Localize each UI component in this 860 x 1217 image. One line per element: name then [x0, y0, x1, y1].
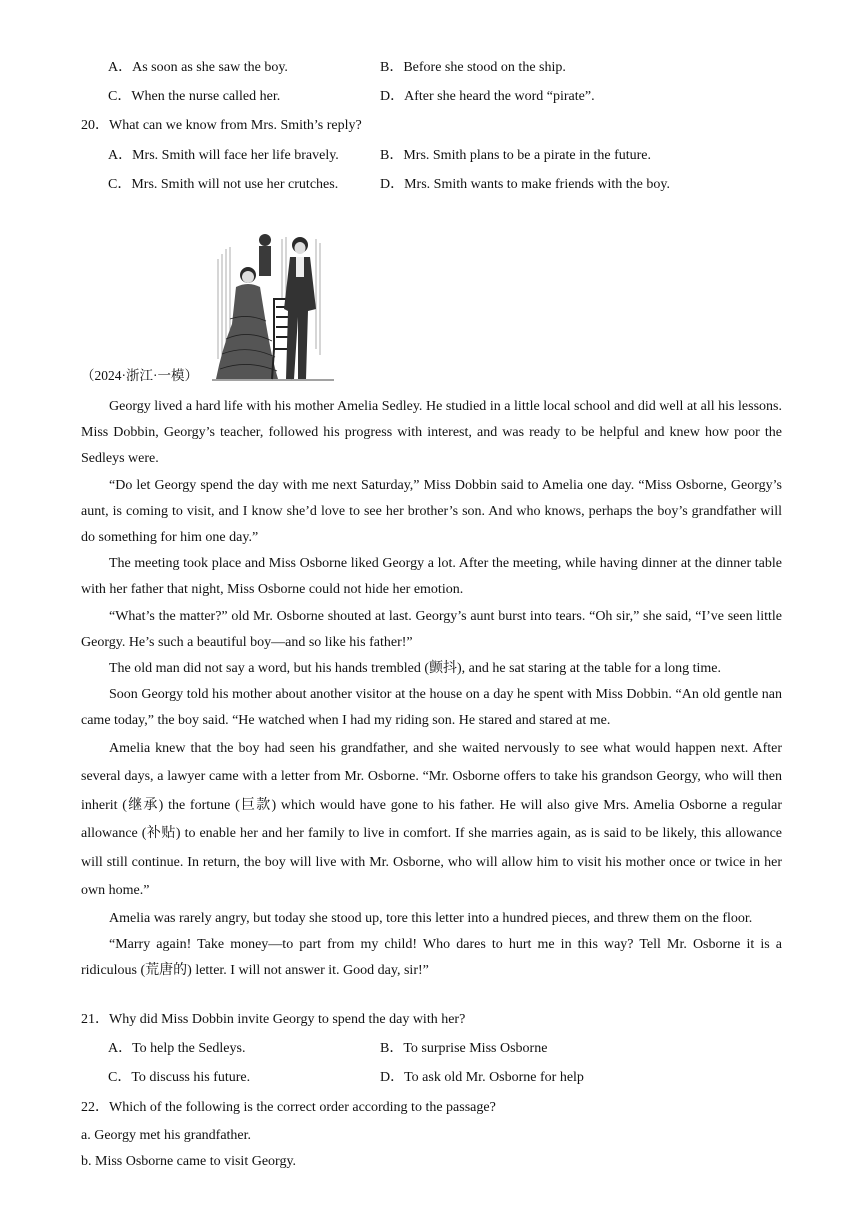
q20-option-a[interactable]: A．Mrs. Smith will face her life bravely.	[108, 148, 339, 163]
passage-paragraph: “Marry again! Take money—to part from my child! Who dares to hurt me in this way? Tell Mr. Osborne it is a ridiculous (荒唐的) letter. I will not answer it. Good day, sir!”	[81, 936, 782, 979]
q22-event-a: a. Georgy met his grandfather.	[81, 1128, 252, 1143]
passage-paragraph: Amelia was rarely angry, but today she stood up, tore this letter into a hundred pieces, and threw them on the floor.	[109, 910, 753, 926]
passage-paragraph: Soon Georgy told his mother about another visitor at the house on a day he spent with Miss Dobbin. “An old gentle nan came today,” the boy said. “He watched when I had my riding son. He stared and stared at me.	[81, 687, 782, 729]
q21-option-d[interactable]: D．To ask old Mr. Osborne for help	[380, 1070, 584, 1085]
passage-paragraph: “What’s the matter?” old Mr. Osborne shouted at last. Georgy’s aunt burst into tears. “Oh sir,” she said, “I’ve seen little Georgy. He’s such a beautiful boy—and so like his father!”	[81, 608, 782, 650]
q22-event-b: b. Miss Osborne came to visit Georgy.	[81, 1154, 297, 1169]
passage-paragraph: The old man did not say a word, but his hands trembled (颤抖), and he sat staring at the table for a long time.	[109, 661, 721, 677]
q19-option-b[interactable]: B．Before she stood on the ship.	[380, 60, 566, 75]
q21-options-row-1	[0, 1039, 860, 1059]
source-tag: （2024·浙江·一模）	[81, 368, 198, 383]
passage-paragraph: Amelia knew that the boy had seen his grandfather, and she waited nervously to see what would happen next. After several days, a lawyer came with a letter from Mr. Osborne. “Mr. Osborne offers to take his grandson Georgy, who will then inherit (继承) the fortune (巨款) which would have gone to his father. He will also give Mrs. Amelia Osborne a regular allowance (补贴) to enable her and her family to live in comfort. If she marries again, as is said to be likely, this allowance will still continue. In return, the boy will live with Mr. Osborne, who will allow him to visit his mother once or twice in her own home.”	[81, 740, 782, 899]
q19-options-row-2	[0, 87, 860, 107]
q20-question: 20．What can we know from Mrs. Smith’s reply?	[81, 118, 362, 133]
reading-passage	[81, 394, 782, 984]
q19-option-a[interactable]: A．As soon as she saw the boy.	[108, 60, 288, 75]
q20-option-c[interactable]: C．Mrs. Smith will not use her crutches.	[108, 177, 339, 192]
q21-option-a[interactable]: A．To help the Sedleys.	[108, 1041, 246, 1056]
q20-option-d[interactable]: D．Mrs. Smith wants to make friends with the boy.	[380, 177, 670, 192]
q22-question: 22．Which of the following is the correct order according to the passage?	[81, 1100, 496, 1115]
q19-option-d[interactable]: D．After she heard the word “pirate”.	[380, 89, 595, 104]
q20-options-row-1	[0, 146, 860, 166]
passage-paragraph: Georgy lived a hard life with his mother Amelia Sedley. He studied in a little local school and did well at all his lessons. Miss Dobbin, Georgy’s teacher, followed his progress with interest, and was ready to be helpful and knew how poor the Sedleys were.	[81, 399, 782, 467]
q20-option-b[interactable]: B．Mrs. Smith plans to be a pirate in the future.	[380, 148, 652, 163]
q21-options-row-2	[0, 1068, 860, 1088]
q21-option-b[interactable]: B．To surprise Miss Osborne	[380, 1041, 548, 1056]
passage-illustration	[212, 229, 334, 383]
q19-options-row-1	[0, 58, 860, 78]
passage-paragraph: “Do let Georgy spend the day with me next Saturday,” Miss Dobbin said to Amelia one day. “Miss Osborne, Georgy’s aunt, is coming to visit, and I know she’d love to see her brother’s son. And who knows, perhaps the boy’s grandfather will do something for him one day.”	[81, 477, 782, 546]
q20-options-row-2	[0, 175, 860, 195]
passage-paragraph: The meeting took place and Miss Osborne liked Georgy a lot. After the meeting, while having dinner at the dinner table with her father that night, Miss Osborne could not hide her emotion.	[81, 556, 782, 598]
q19-option-c[interactable]: C．When the nurse called her.	[108, 89, 281, 104]
q21-option-c[interactable]: C．To discuss his future.	[108, 1070, 251, 1085]
q21-question: 21．Why did Miss Dobbin invite Georgy to spend the day with her?	[81, 1012, 466, 1027]
